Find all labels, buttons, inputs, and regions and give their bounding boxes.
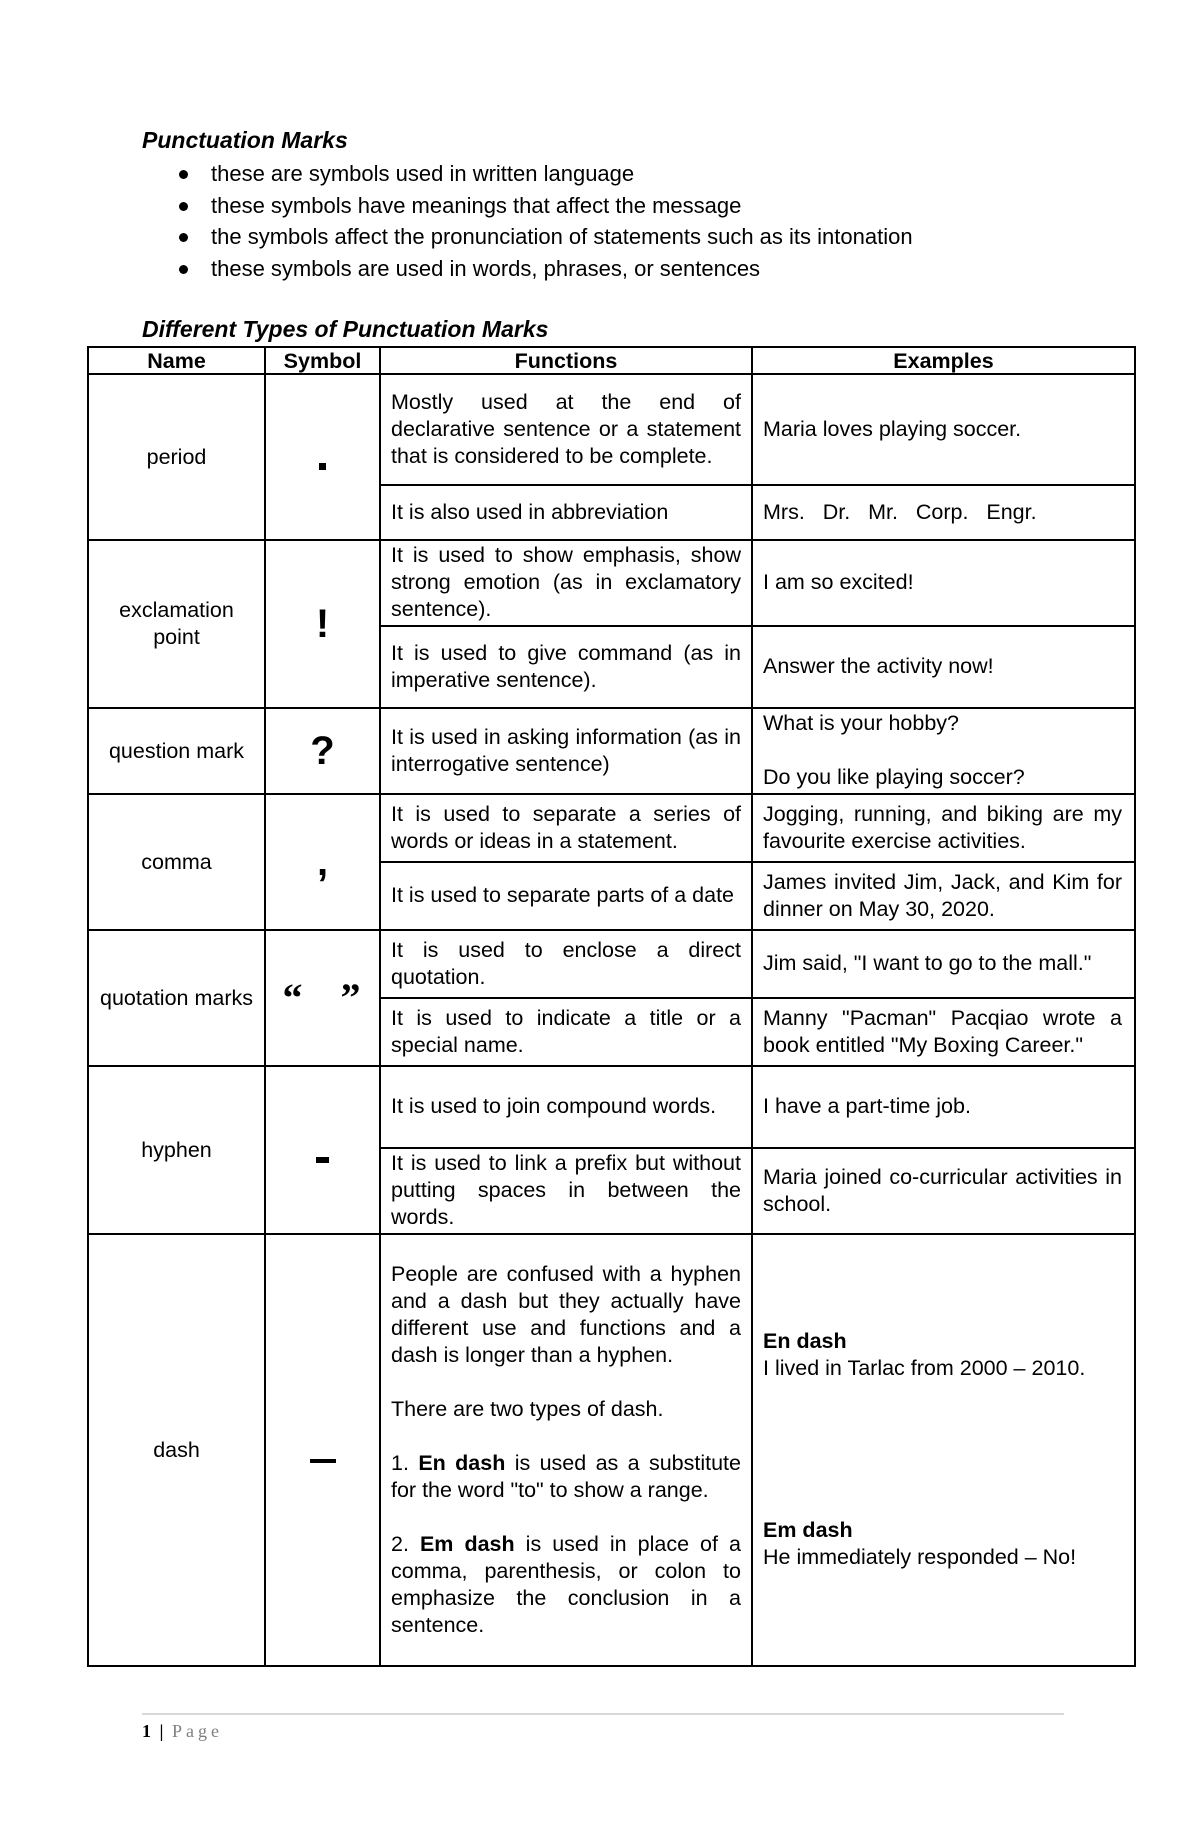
symbol-cell (265, 930, 380, 1066)
function-cell: Mostly used at the end of declarative sentence or a statement that is considered to be complete. (380, 374, 752, 485)
table-row (88, 374, 1135, 485)
em-dash-example: He immediately responded – No! (763, 1545, 1077, 1569)
symbol-cell: ? (265, 708, 380, 794)
symbol-cell: ! (265, 540, 380, 708)
symbol-cell (265, 1066, 380, 1234)
example-line: Do you like playing soccer? (763, 765, 1025, 789)
page-number: 1 (142, 1721, 151, 1741)
example-cell: Jim said, "I want to go to the mall." (752, 930, 1135, 998)
function-cell: It is also used in abbreviation (380, 485, 752, 540)
bullet-list (142, 158, 913, 284)
function-cell: It is used to enclose a direct quotation. (380, 930, 752, 998)
example-line: What is your hobby? (763, 711, 959, 735)
example-cell: I have a part-time job. (752, 1066, 1135, 1148)
quotation-symbol: “ ” (282, 975, 363, 1020)
example-cell: James invited Jim, Jack, and Kim for dinner on May 30, 2020. (752, 862, 1135, 930)
function-cell: It is used in asking information (as in interrogative sentence) (380, 708, 752, 794)
en-dash-example: I lived in Tarlac from 2000 – 2010. (763, 1356, 1086, 1380)
symbol-cell (265, 374, 380, 540)
page-label: Page (171, 1721, 223, 1741)
footer-divider (142, 1713, 1064, 1715)
page-heading: Punctuation Marks (142, 127, 348, 153)
table-heading: Different Types of Punctuation Marks (142, 316, 549, 342)
page-footer (142, 1721, 223, 1742)
example-cell: Maria joined co-curricular activities in school. (752, 1148, 1135, 1234)
function-cell: It is used to indicate a title or a special name. (380, 998, 752, 1066)
list-item: these symbols are used in words, phrases, or sentences (142, 253, 913, 285)
function-cell: It is used to separate parts of a date (380, 862, 752, 930)
example-cell: Mrs. Dr. Mr. Corp. Engr. (752, 485, 1135, 540)
example-cell: Maria loves playing soccer. (752, 374, 1135, 485)
example-cell: Jogging, running, and biking are my favourite exercise activities. (752, 794, 1135, 862)
en-dash-term: En dash (418, 1450, 506, 1475)
name-cell: question mark (88, 708, 265, 794)
name-cell: comma (88, 794, 265, 930)
header-functions: Functions (380, 347, 752, 374)
function-paragraph: There are two types of dash. (391, 1396, 664, 1421)
name-cell: period (88, 374, 265, 540)
name-cell: hyphen (88, 1066, 265, 1234)
hyphen-symbol (316, 1157, 329, 1163)
function-paragraph (391, 1531, 741, 1639)
header-name: Name (88, 347, 265, 374)
header-symbol: Symbol (265, 347, 380, 374)
function-cell: It is used to show emphasis, show strong emotion (as in exclamatory sentence). (380, 540, 752, 626)
example-cell: Manny "Pacman" Pacqiao wrote a book entitled "My Boxing Career." (752, 998, 1135, 1066)
list-item: these symbols have meanings that affect the message (142, 190, 913, 222)
name-cell: quotation marks (88, 930, 265, 1066)
list-number: 2. (391, 1531, 409, 1556)
example-cell (752, 1234, 1135, 1666)
function-cell: It is used to join compound words. (380, 1066, 752, 1148)
en-dash-title: En dash (763, 1329, 847, 1353)
example-cell (752, 708, 1135, 794)
em-dash-title: Em dash (763, 1518, 853, 1542)
table-header-row (88, 347, 1135, 374)
list-item: these are symbols used in written language (142, 158, 913, 190)
table-row (88, 540, 1135, 626)
em-dash-term: Em dash (419, 1531, 515, 1556)
table-row (88, 930, 1135, 998)
dash-symbol (310, 1459, 336, 1463)
function-cell: It is used to give command (as in imperative sentence). (380, 626, 752, 708)
list-number: 1. (391, 1450, 409, 1475)
symbol-cell (265, 1234, 380, 1666)
name-cell: dash (88, 1234, 265, 1666)
em-dash-desc: is used in place of a comma, parenthesis, or colon to emphasize the conclusion in a sentence. (391, 1531, 741, 1637)
table-row (88, 794, 1135, 862)
header-examples: Examples (752, 347, 1135, 374)
name-cell: exclamation point (88, 540, 265, 708)
symbol-cell: , (265, 794, 380, 930)
function-paragraph: People are confused with a hyphen and a dash but they actually have different use and functions and a dash is longer than a hyphen. (391, 1261, 741, 1367)
function-cell: It is used to link a prefix but without putting spaces in between the words. (380, 1148, 752, 1234)
table-row (88, 1234, 1135, 1666)
example-cell: I am so excited! (752, 540, 1135, 626)
table-row (88, 1066, 1135, 1148)
list-item: the symbols affect the pronunciation of statements such as its intonation (142, 221, 913, 253)
footer-separator: | (159, 1721, 164, 1741)
function-cell: It is used to separate a series of words or ideas in a statement. (380, 794, 752, 862)
en-dash-desc: is used as a substitute for the word "to" to show a range. (391, 1450, 741, 1502)
function-cell (380, 1234, 752, 1666)
example-cell: Answer the activity now! (752, 626, 1135, 708)
function-paragraph (391, 1450, 741, 1504)
table-row (88, 708, 1135, 794)
punctuation-table (87, 346, 1136, 1667)
period-symbol (319, 463, 326, 470)
